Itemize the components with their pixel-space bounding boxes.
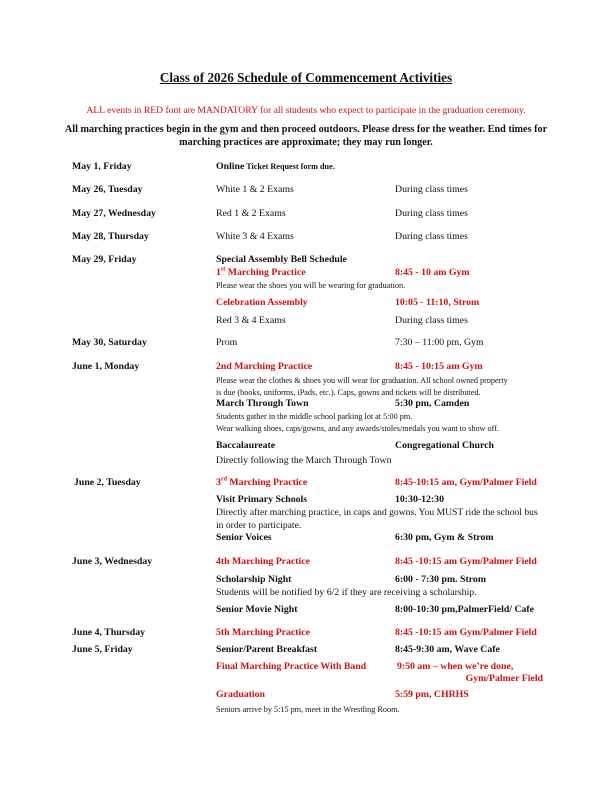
time-label: 8:45 -10:15 am Gym/Palmer Field [395,627,537,638]
event-note [216,375,556,399]
event-label: 2nd Marching Practice [216,361,313,372]
date-label: June 4, Thursday [72,627,146,638]
event-label: Baccalaureate [216,440,276,451]
practice-label: Marching Practice [226,477,308,488]
practice-label: Marching Practice [225,267,306,278]
date-label: May 30, Saturday [72,337,147,348]
time-label: 8:45 -10:15 am Gym/Palmer Field [395,556,537,567]
event-label [216,267,306,279]
practice-number: 3 [216,477,221,488]
event-note: Directly following the March Through Town [216,455,392,466]
event-label: Senior Movie Night [216,604,298,615]
note-line: is due (books, uniforms, iPads, etc.). Caps, gowns and tickets will be distributed. [216,388,481,398]
event-label: White 1 & 2 Exams [216,184,294,195]
note-line: Wear walking shoes, caps/gowns, and any awards/stoles/medals you want to show off. [216,424,499,434]
date-label: June 2, Tuesday [74,477,141,488]
event-label: Senior/Parent Breakfast [216,644,318,655]
practice-ordinal: st [220,266,226,273]
event-label: Final Marching Practice With Band [216,661,367,672]
time-label: 8:45 - 10:15 am Gym [395,361,483,372]
event-note: Seniors arrive by 5:15 pm, meet in the Wrestling Room. [216,705,400,714]
time-label: During class times [395,184,468,195]
time-label: 6:00 - 7:30 pm. Strom [395,574,486,585]
practice-number: 1 [216,267,221,278]
event-note [216,411,556,435]
note-line: Students gather in the middle school parking lot at 5:00 pm. [216,412,413,421]
date-label: May 26, Tuesday [72,184,143,195]
event-label: Celebration Assembly [216,297,308,308]
time-label: 10:30-12:30 [395,494,444,505]
date-label: May 29, Friday [72,254,137,265]
event-label: March Through Town [216,398,309,409]
time-label: During class times [395,231,468,242]
event-ticket-form: Ticket Request form due. [244,162,335,171]
time-label: 6:30 pm, Gym & Strom [395,532,494,543]
event-note: Students will be notified by 6/2 if they are receiving a scholarship. [216,587,477,598]
practice-ordinal: rd [220,476,227,483]
date-label: May 27, Wednesday [72,208,156,219]
event-label: 4th Marching Practice [216,556,310,567]
mandatory-notice: ALL events in RED font are MANDATORY for all students who expect to participate in the graduation ceremony. [86,105,526,116]
intro-text: All marching practices begin in the gym and then proceed outdoors. Please dress for the weather. End times for marching practices are approximate; they may run longer. [64,124,548,148]
time-label: 8:45-9:30 am, Wave Cafe [395,644,500,655]
date-label: June 5, Friday [72,644,133,655]
event-label: Scholarship Night [216,574,292,585]
event-label: White 3 & 4 Exams [216,231,294,242]
time-label: 5:59 pm, CHRHS [395,689,469,700]
event-label: Graduation [216,689,265,700]
event-label: Prom [216,337,238,348]
time-label: During class times [395,315,468,326]
time-label: 10:05 - 11:10, Strom [395,297,480,308]
location-label: Congregational Church [395,440,494,451]
event-label [216,477,307,489]
event-label: Red 1 & 2 Exams [216,208,286,219]
event-label [216,161,335,173]
page-title: Class of 2026 Schedule of Commencement Activities [159,70,453,85]
time-label: 5:30 pm, Camden [395,398,470,409]
event-label: Senior Voices [216,532,272,543]
time-label: 8:00-10:30 pm,PalmerField/ Cafe [395,604,535,615]
time-label: 7:30 – 11:00 pm, Gym [395,337,484,348]
location-label: Gym/Palmer Field [465,673,543,684]
time-label: 9:50 am – when we’re done, [397,661,514,672]
event-label: Visit Primary Schools [216,494,308,505]
event-label: 5th Marching Practice [216,627,310,638]
event-note: Please wear the shoes you will be wearing for graduation. [216,281,406,290]
event-note: Directly after marching practice, in caps and gowns. You MUST ride the school bus in order to participate. [216,507,538,531]
time-label: 8:45-10:15 am, Gym/Palmer Field [395,477,537,488]
date-label: May 1, Friday [72,161,132,172]
date-label: June 1, Monday [72,361,140,372]
time-label: 8:45 - 10 am Gym [395,267,470,278]
note-line: Please wear the clothes & shoes you will wear for graduation. All school owned property [216,376,508,385]
date-label: June 3, Wednesday [72,556,153,567]
event-bell-schedule: Special Assembly Bell Schedule [216,254,347,265]
time-label: During class times [395,208,468,219]
event-online: Online [216,161,245,172]
event-label: Red 3 & 4 Exams [216,315,286,326]
date-label: May 28, Thursday [72,231,149,242]
